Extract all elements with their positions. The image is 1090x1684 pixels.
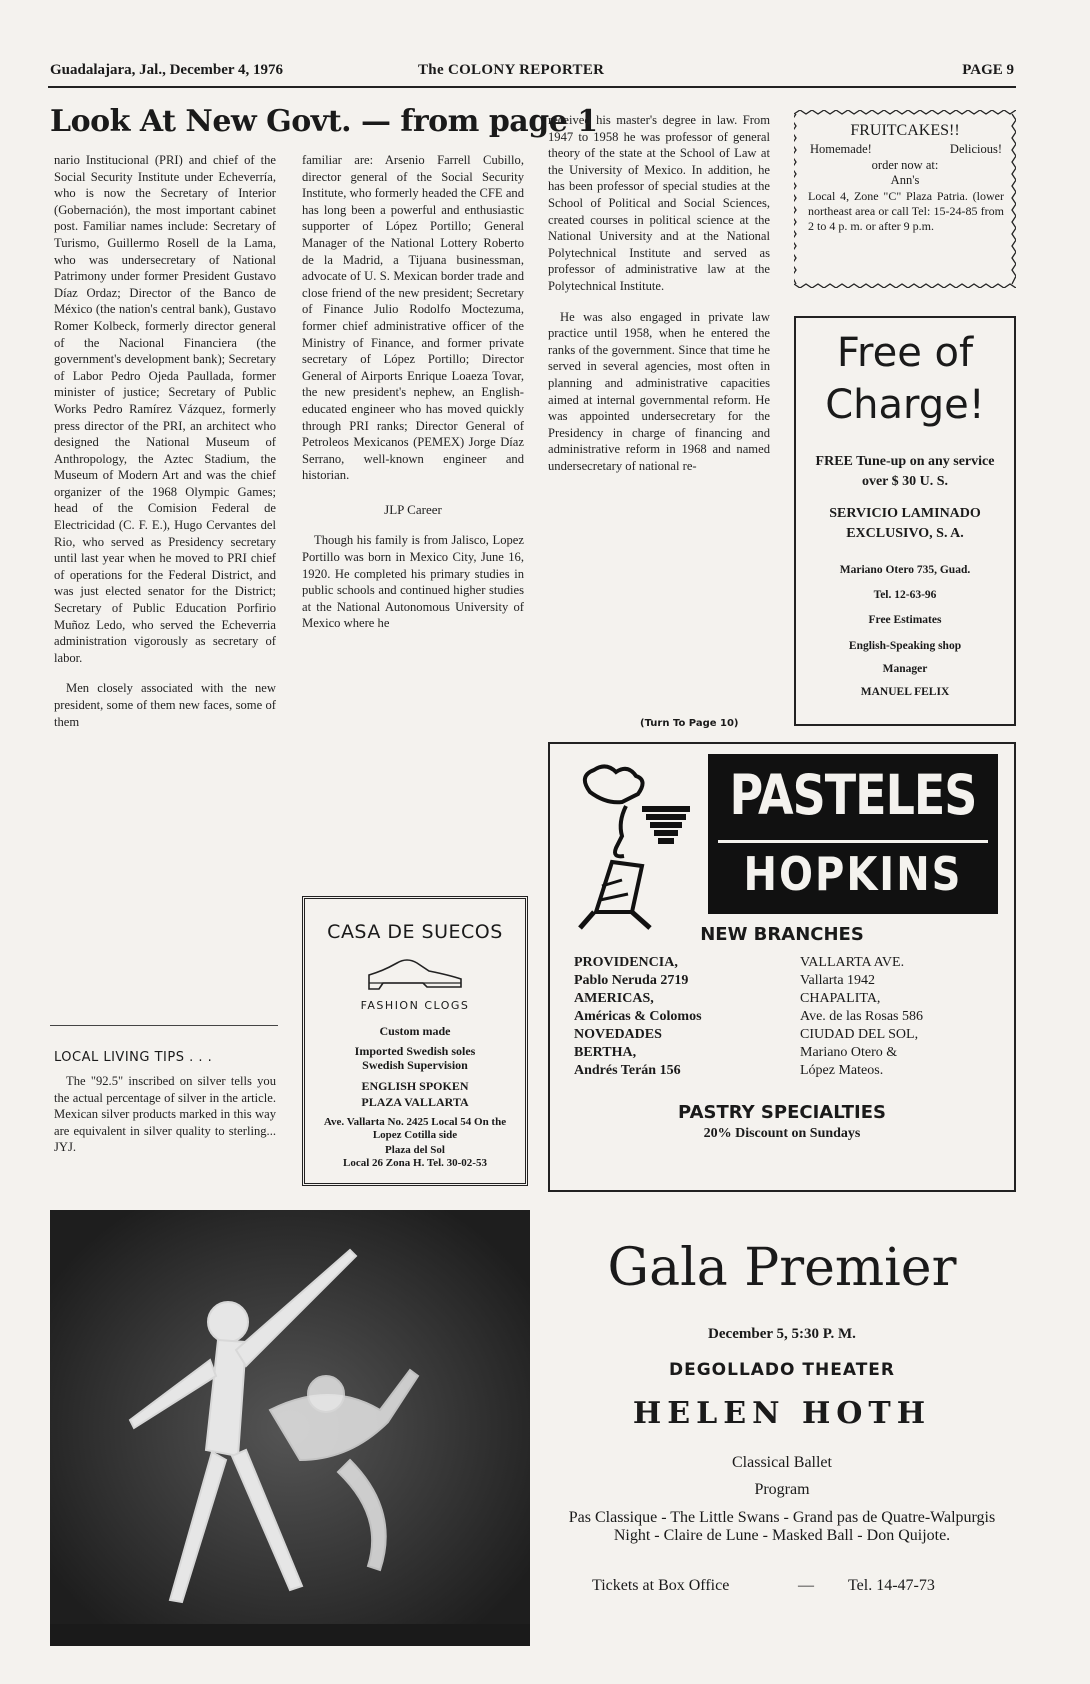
branch-line: Vallarta 1942 (800, 973, 876, 988)
free-title-2: Charge! (825, 382, 985, 428)
clog-icon (363, 953, 467, 993)
page-number: PAGE 9 (962, 62, 1014, 78)
article-column-2 (302, 152, 524, 646)
branch-line: CHAPALITA, (800, 991, 881, 1006)
pasteles-logo-box (708, 754, 998, 914)
pasteles-logo-rule (718, 840, 988, 843)
gala-theater: DEGOLLADO THEATER (668, 1360, 895, 1380)
gala-artist: HELEN HOTH (632, 1396, 932, 1431)
branch-line: NOVEDADES (574, 1027, 662, 1042)
pasteles-name-1: PASTELES (729, 762, 977, 828)
suecos-line: Ave. Vallarta No. 2425 Local 54 On the Lopez Cotilla side (323, 1116, 507, 1141)
gala-program-label: Program (754, 1481, 810, 1498)
suecos-line: Imported Swedish soles (354, 1044, 476, 1058)
suecos-line: Custom made (379, 1024, 451, 1038)
pastry-discount: 20% Discount on Sundays (703, 1126, 861, 1141)
pasteles-hopkins-ad (548, 742, 1016, 1192)
suecos-line: PLAZA VALLARTA (361, 1095, 469, 1109)
subheading: JLP Career (384, 501, 442, 517)
tips-rule (50, 1025, 278, 1026)
header-rule (48, 86, 1016, 88)
free-manager-label: Manager (882, 663, 928, 675)
pasteles-name-2: HOPKINS (743, 848, 963, 902)
suecos-line: Local 26 Zona H. Tel. 30-02-53 (343, 1157, 487, 1169)
fruitcakes-homemade: Homemade! (810, 142, 872, 156)
gala-genre: Classical Ballet (732, 1454, 832, 1471)
fruitcakes-title: FRUITCAKES!! (850, 122, 960, 139)
article-column-1 (54, 152, 276, 744)
suecos-sub: FASHION CLOGS (360, 999, 470, 1012)
branch-line: Pablo Neruda 2719 (574, 973, 689, 988)
gala-program: Pas Classique - The Little Swans - Grand pas de Quatre-Walpurgis Night - Claire de Lune - Masked Ball - Don Quijote. (568, 1509, 996, 1544)
free-estimates: Free Estimates (868, 614, 942, 626)
article-paragraph: Though his family is from Jalisco, Lopez Portillo was born in Mexico City, June 16, 1920. He completed his primary studies in public schools and continued higher studies at the National Autonomous University of Mexico where he (302, 533, 524, 631)
article-paragraph: He was also engaged in private law practice until 1958, when he entered the ranks of the government. Since that time he served in several agencies, most often in planning and administrative capacities aimed at internal governmental reform. He was appointed undersecretary for the Presidency in charge of financing and administrative reform in 1968 and named undersecretary of national re- (548, 309, 770, 473)
branch-line: Ave. de las Rosas 586 (800, 1009, 923, 1024)
branch-line: López Mateos. (800, 1063, 884, 1078)
free-tel: Tel. 12-63-96 (873, 589, 937, 601)
free-offer: FREE Tune-up on any service over $ 30 U. S. (815, 454, 995, 489)
gala-premier-ad (548, 1210, 1016, 1646)
ballet-dancers-image (50, 1210, 530, 1646)
branches-right (800, 954, 1010, 1080)
branches-left (574, 954, 774, 1080)
fruitcakes-address: Local 4, Zone "C" Plaza Patria. (lower northeast area or call Tel: 15-24-85 from 2 to 4 p. m. or after 9 p.m. (808, 189, 1004, 233)
fruitcakes-ad (794, 110, 1016, 288)
fruitcakes-delicious: Delicious! (949, 142, 1002, 156)
branch-line: Américas & Colomos (574, 1009, 702, 1024)
headline: Look At New Govt. — from page 1 (50, 104, 598, 139)
ballet-photo (50, 1210, 530, 1646)
gala-tel: Tel. 14-47-73 (848, 1577, 935, 1594)
free-manager: MANUEL FELIX (860, 686, 950, 698)
jump-line: (Turn To Page 10) (640, 718, 739, 729)
free-company: SERVICIO LAMINADO EXCLUSIVO, S. A. (829, 506, 981, 541)
free-address: Mariano Otero 735, Guad. (839, 564, 971, 576)
gala-date: December 5, 5:30 P. M. (708, 1326, 856, 1342)
tips-title: LOCAL LIVING TIPS . . . (54, 1050, 213, 1065)
article-column-3 (548, 112, 770, 488)
suecos-line: Plaza del Sol (385, 1144, 445, 1156)
fruitcakes-order: order now at: (871, 158, 939, 172)
branch-line: Mariano Otero & (800, 1045, 898, 1060)
fruitcakes-shop: Ann's (890, 173, 920, 187)
newspaper-name: The COLONY REPORTER (418, 62, 605, 78)
gala-title: Gala Premier (607, 1238, 957, 1298)
tips-box (54, 1073, 276, 1170)
branch-line: CIUDAD DEL SOL, (800, 1027, 919, 1042)
branches-title: NEW BRANCHES (700, 924, 864, 945)
free-title-1: Free of (836, 330, 974, 376)
suecos-title: CASA DE SUECOS (327, 921, 503, 943)
free-shop: English-Speaking shop (848, 640, 962, 652)
baker-icon (572, 762, 698, 932)
branch-line: Andrés Terán 156 (574, 1063, 681, 1078)
pastry-specialties: PASTRY SPECIALTIES (678, 1102, 886, 1123)
branch-line: BERTHA, (574, 1045, 637, 1060)
gala-tickets: Tickets at Box Office (592, 1577, 730, 1594)
branch-line: VALLARTA AVE. (800, 955, 905, 970)
suecos-line: Swedish Supervision (362, 1058, 468, 1072)
article-paragraph: received his master's degree in law. From 1947 to 1958 he was professor of general theory of the state at the School of Law at the University of Mexico. In addition, he has been professor of special studies at the School of Political and Social Sciences, created courses in political science at the National University and at the National Polytechnical Institute and served as professor of administrative law at the Polytechnical Institute. (548, 113, 770, 293)
dateline: Guadalajara, Jal., December 4, 1976 (50, 62, 284, 78)
article-paragraph: nario Institucional (PRI) and chief of the Social Security Institute under Echeverría, who is now the Secretary of Interior (Gobernación), the most important cabinet post. Familiar names include: Secretary of Turismo, Guillermo Rosell de la Lama, who was undersecretary of National Patrimony under former President Gustavo Díaz Ordaz; Director of the Banco de México (the nation's central bank), Gustavo Romer Kolbeck, formerly director general of the Nacional Financiera (the government's development bank); Secretary of Labor Pedro Ojeda Paullada, former minister of justice; Secretary of Public Works Pedro Ramírez Vázquez, formerly press director of the PRI, an architect who designed the National Museum of Anthropology, the Aztec Stadium, the Museum of Modern Art and was the chief organizer of the 1968 Olympic Games; head of the Comision Federal de Electricidad (C. F. E.), Hugo Cervantes del Rio, who served as Presidency secretary until last year when he moved to PRI chief of operations for the Federal District, and was just elected senator for the District; Secretary of Public Education Porfirio Muñoz Ledo, who served the Echeverria administration vigorously as secretary of labor. (54, 153, 276, 665)
article-paragraph: Men closely associated with the new president, some of them new faces, some of them (54, 681, 276, 729)
branch-line: PROVIDENCIA, (574, 955, 678, 970)
casa-de-suecos-ad (302, 896, 528, 1186)
gala-dash: — (798, 1577, 814, 1594)
tips-body: The "92.5" inscribed on silver tells you the actual percentage of silver in the article. Mexican silver products marked in this way are equivalent in silver quality to sterling... JYJ. (54, 1074, 276, 1155)
free-of-charge-ad (794, 316, 1016, 726)
article-paragraph: familiar are: Arsenio Farrell Cubillo, director general of the Social Security Institute, who formerly headed the CFE and has long been a powerful and enthusiastic supporter of López Portillo; General Manager of the National Lottery Roberto de la Madrid, a Tijuana businessman, advocate of U. S. Mexican border trade and close friend of the new president; Secretary of Finance Julio Rodolfo Moctezuma, former chief administrative officer of the Ministry of Finance, and former private secretary of López Portillo; Director General of Airports Enrique Loaeza Tovar, the new president's nephew, an English-educated engineer who has moved quickly through PRI ranks; Director General of Petroleos Mexicanos (PEMEX) Jorge Díaz Serrano, well-known engineer and historian. (302, 153, 524, 483)
branch-line: AMERICAS, (574, 991, 654, 1006)
suecos-line: ENGLISH SPOKEN (361, 1079, 469, 1093)
